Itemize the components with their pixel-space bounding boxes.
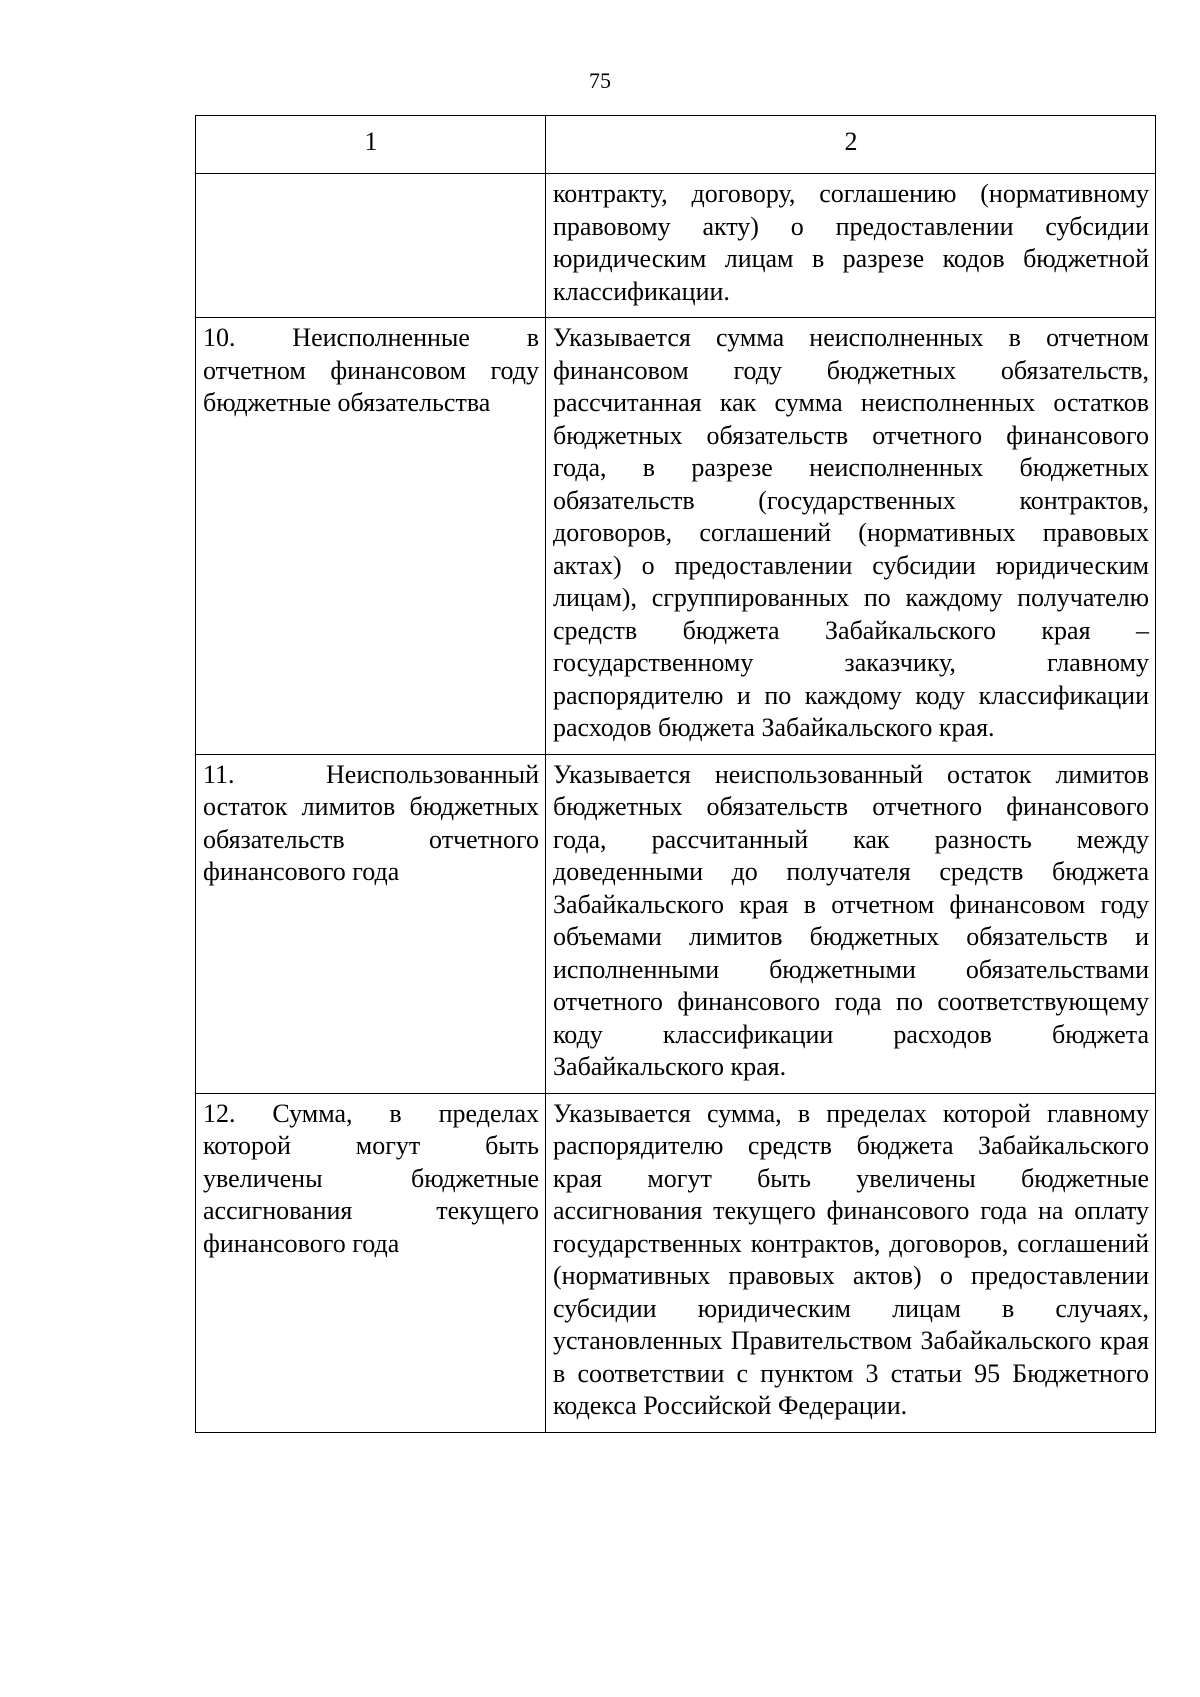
row-description-cell: Указывается сумма неисполненных в отчетном финансовом году бюджетных обязательств, рассчитанная как сумма неисполненных остатков бюджетных обязательств отчетного финансового года, в разрезе неисполненных бюджетных обязательств (государственных контрактов, договоров, соглашений (нормативных правовых актах) о предоставлении субсидии юридическим лицам), сгруппированных по каждому получателю средств бюджета Забайкальского края – государственному заказчику, главному распорядителю и по каждому коду классификации расходов бюджета Забайкальского края.: [546, 318, 1156, 755]
table-row: [196, 318, 1156, 755]
table-row: [196, 1093, 1156, 1432]
row-indicator-cell: 11. Неиспользованный остаток лимитов бюджетных обязательств отчетного финансового года: [196, 754, 546, 1093]
row-indicator-cell: 10. Неисполненные в отчетном финансовом году бюджетные обязательства: [196, 318, 546, 755]
row-description-cell: Указывается неиспользованный остаток лимитов бюджетных обязательств отчетного финансового года, рассчитанный как разность между доведенными до получателя средств бюджета Забайкальского края в отчетном финансовом году объемами лимитов бюджетных обязательств и исполненными бюджетными обязательствами отчетного финансового года по соответствующему коду классификации расходов бюджета Забайкальского края.: [546, 754, 1156, 1093]
page-number: 75: [589, 68, 611, 93]
column-header-2: 2: [546, 116, 1156, 174]
column-header-1: 1: [196, 116, 546, 174]
table-row: [196, 174, 1156, 318]
row-description-cell: Указывается сумма, в пределах которой главному распорядителю средств бюджета Забайкальского края могут быть увеличены бюджетные ассигнования текущего финансового года на оплату государственных контрактов, договоров, соглашений (нормативных правовых актов) о предоставлении субсидии юридическим лицам в случаях, установленных Правительством Забайкальского края в соответствии с пунктом 3 статьи 95 Бюджетного кодекса Российской Федерации.: [546, 1093, 1156, 1432]
document-table: [195, 115, 1156, 1433]
row-description-cell: контракту, договору, соглашению (нормативному правовому акту) о предоставлении субсидии юридическим лицам в разрезе кодов бюджетной классификации.: [546, 174, 1156, 318]
row-indicator-cell: 12. Сумма, в пределах которой могут быть увеличены бюджетные ассигнования текущего финансового года: [196, 1093, 546, 1432]
table-row: [196, 754, 1156, 1093]
table-header-row: [196, 116, 1156, 174]
row-indicator-cell: [196, 174, 546, 318]
